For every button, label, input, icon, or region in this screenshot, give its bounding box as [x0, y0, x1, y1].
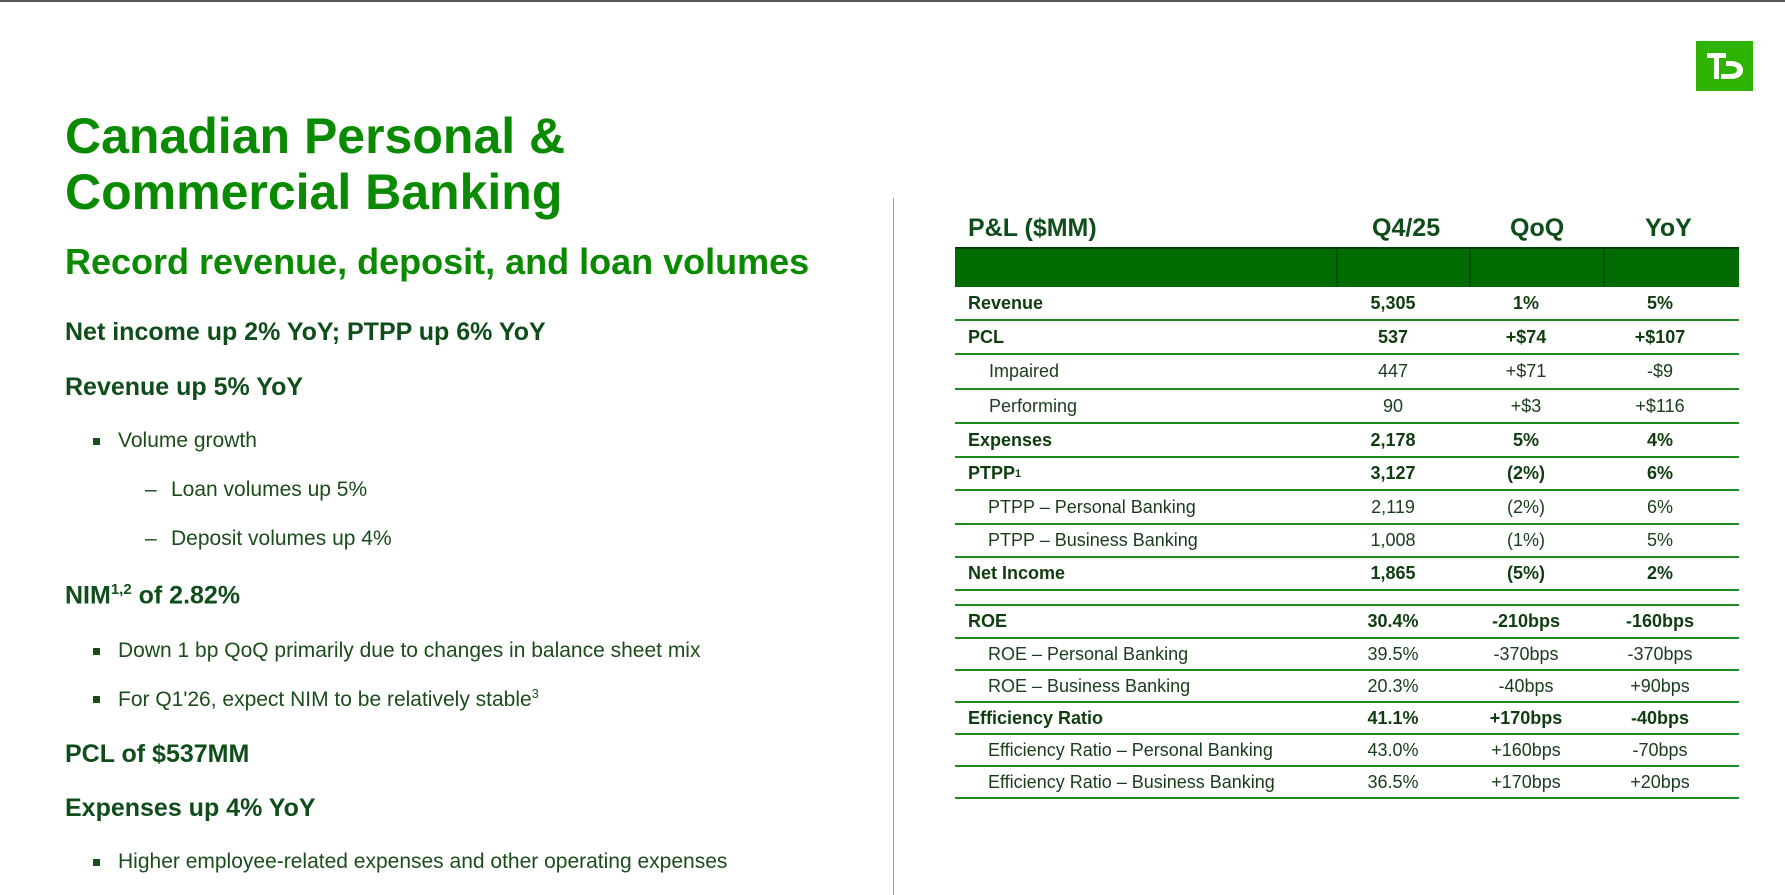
bullet-text-suffix: of 2.82% — [131, 581, 241, 610]
td-logo-mark — [1706, 49, 1744, 83]
cell-qoq: +$71 — [1505, 361, 1547, 381]
row-label-text: Impaired — [989, 361, 1060, 381]
bullet-item — [65, 687, 539, 712]
cell-yoy: -160bps — [1625, 611, 1695, 631]
cell-yoy: +$116 — [1635, 395, 1685, 416]
cell-yoy: 2% — [1646, 563, 1673, 583]
cell-yoy: +20bps — [1630, 771, 1690, 792]
cell-qoq: 5% — [1512, 429, 1539, 450]
cell-q: 3,127 — [1370, 463, 1416, 483]
row-label-text: ROE — [968, 611, 1008, 631]
cell-q: 90 — [1382, 395, 1404, 416]
cell-qoq: +$74 — [1505, 326, 1547, 347]
row-label-text: Expenses — [968, 429, 1053, 450]
cell-yoy: +$107 — [1634, 326, 1686, 347]
row-label-text: Efficiency Ratio — [968, 707, 1104, 728]
table-row — [955, 491, 1739, 525]
row-label — [968, 287, 1043, 319]
row-label-text: Net Income — [968, 563, 1066, 583]
table-row — [955, 767, 1739, 799]
bullet-text: Loan volumes up 5% — [171, 478, 368, 501]
bullet-heading — [65, 373, 303, 402]
table-row — [955, 703, 1739, 735]
td-logo — [1696, 41, 1753, 91]
table-row — [955, 424, 1739, 458]
table-row — [955, 525, 1739, 558]
bullet-text: Down 1 bp QoQ primarily due to changes in balance sheet mix — [118, 639, 701, 662]
cell-q: 537 — [1377, 326, 1409, 347]
cell-yoy: -$9 — [1646, 361, 1673, 381]
cell-qoq: +$3 — [1510, 395, 1542, 416]
cell-qoq: +170bps — [1489, 707, 1563, 728]
title-line-2: Commercial Banking — [65, 164, 563, 220]
cell-qoq: -210bps — [1491, 611, 1561, 631]
row-label-text: Efficiency Ratio – Personal Banking — [988, 739, 1273, 760]
bullet-item — [65, 850, 727, 874]
row-label — [988, 491, 1196, 523]
row-label-text: Efficiency Ratio – Business Banking — [988, 771, 1275, 792]
header-qoq: QoQ — [1510, 214, 1565, 242]
cell-qoq: (5%) — [1506, 563, 1545, 583]
table-row — [955, 671, 1739, 703]
bullet-heading — [65, 581, 240, 610]
cell-qoq: (1%) — [1506, 530, 1545, 550]
cell-q: 2,119 — [1371, 496, 1415, 517]
row-label — [988, 767, 1275, 797]
cell-yoy: +90bps — [1630, 675, 1690, 696]
row-label — [988, 639, 1188, 669]
bullet-text: Net income up 2% YoY; PTPP up 6% YoY — [65, 318, 546, 346]
row-label — [968, 424, 1052, 456]
table-spacer-row — [955, 591, 1739, 606]
cell-q: 43.0% — [1367, 739, 1419, 760]
footnote-marker: 1,2 — [110, 581, 132, 598]
row-label-text: ROE – Personal Banking — [988, 643, 1189, 664]
row-label-text: PCL — [968, 326, 1004, 347]
table-row — [955, 735, 1739, 767]
row-label — [988, 671, 1190, 701]
cell-yoy: -40bps — [1630, 707, 1690, 728]
vertical-divider — [893, 198, 894, 895]
row-label — [968, 458, 1021, 489]
table-header — [955, 210, 1739, 247]
bullet-item — [65, 429, 257, 453]
row-label-text: Revenue — [968, 292, 1044, 313]
cell-q: 20.3% — [1367, 675, 1419, 696]
page-title — [65, 108, 565, 220]
bullet-text: Expenses up 4% YoY — [65, 794, 316, 822]
row-label-text: PTPP – Personal Banking — [988, 496, 1196, 517]
bullet-item — [65, 527, 392, 551]
cell-q: 447 — [1377, 361, 1409, 381]
cell-q: 5,305 — [1370, 292, 1416, 313]
row-label-text: PTPP — [968, 463, 1016, 483]
cell-q: 30.4% — [1367, 611, 1419, 631]
table-row — [955, 390, 1739, 424]
bullet-item — [65, 639, 700, 663]
cell-q: 1,008 — [1370, 530, 1416, 550]
table-body — [955, 287, 1739, 799]
cell-q: 41.1% — [1367, 707, 1419, 728]
cell-yoy: 5% — [1646, 530, 1673, 550]
table-row — [955, 321, 1739, 355]
table-row — [955, 355, 1739, 390]
cell-qoq: +170bps — [1491, 771, 1561, 792]
row-label — [989, 355, 1059, 388]
cell-q: 36.5% — [1367, 771, 1419, 792]
bullet-heading — [65, 740, 249, 769]
cell-yoy: 5% — [1646, 292, 1673, 313]
table-row — [955, 558, 1739, 591]
bullet-text: NIM — [65, 581, 111, 610]
top-rule — [0, 0, 1785, 2]
cell-qoq: +160bps — [1491, 739, 1561, 760]
bullet-heading — [65, 794, 316, 823]
row-label-text: ROE – Business Banking — [988, 675, 1191, 696]
cell-yoy: 4% — [1646, 429, 1673, 450]
cell-yoy: -370bps — [1627, 643, 1693, 664]
row-label — [968, 321, 1004, 353]
title-line-1: Canadian Personal & — [65, 108, 566, 164]
row-label-text: PTPP – Business Banking — [988, 530, 1198, 550]
bullet-item — [65, 478, 367, 502]
cell-qoq: -40bps — [1498, 675, 1554, 696]
cell-q: 1,865 — [1370, 563, 1416, 583]
row-label — [989, 390, 1077, 422]
cell-q: 2,178 — [1370, 429, 1416, 450]
page-subtitle: Record revenue, deposit, and loan volumes — [65, 241, 810, 282]
row-label — [968, 703, 1103, 733]
table-row — [955, 287, 1739, 321]
bullet-heading — [65, 318, 546, 347]
header-pl: P&L ($MM) — [968, 214, 1097, 242]
cell-yoy: 6% — [1646, 496, 1673, 517]
bullet-text: Revenue up 5% YoY — [65, 373, 304, 401]
cell-yoy: -70bps — [1632, 739, 1688, 760]
cell-qoq: 1% — [1512, 292, 1539, 313]
bullet-text: Deposit volumes up 4% — [171, 527, 392, 550]
row-label — [968, 606, 1007, 637]
table-row — [955, 458, 1739, 491]
bullet-text: Volume growth — [118, 429, 257, 452]
bullet-text: Higher employee-related expenses and other operating expenses — [118, 850, 728, 873]
cell-qoq: (2%) — [1506, 496, 1545, 517]
row-label-text: Performing — [989, 395, 1078, 416]
row-label — [968, 558, 1065, 589]
row-label — [988, 525, 1198, 556]
bullet-text: For Q1'26, expect NIM to be relatively stable — [118, 688, 532, 711]
bullet-text: PCL of $537MM — [65, 740, 250, 768]
header-yoy: YoY — [1645, 214, 1692, 242]
cell-qoq: (2%) — [1506, 463, 1545, 483]
cell-q: 39.5% — [1367, 643, 1419, 664]
footnote-marker: 3 — [531, 687, 539, 701]
pl-table — [955, 210, 1739, 799]
cell-yoy: 6% — [1646, 463, 1673, 483]
footnote-marker: 1 — [1015, 467, 1022, 480]
row-label — [988, 735, 1273, 765]
table-row — [955, 606, 1739, 639]
cell-qoq: -370bps — [1493, 643, 1559, 664]
header-q4-25: Q4/25 — [1372, 214, 1441, 242]
table-header-bar — [955, 247, 1739, 287]
table-row — [955, 639, 1739, 671]
